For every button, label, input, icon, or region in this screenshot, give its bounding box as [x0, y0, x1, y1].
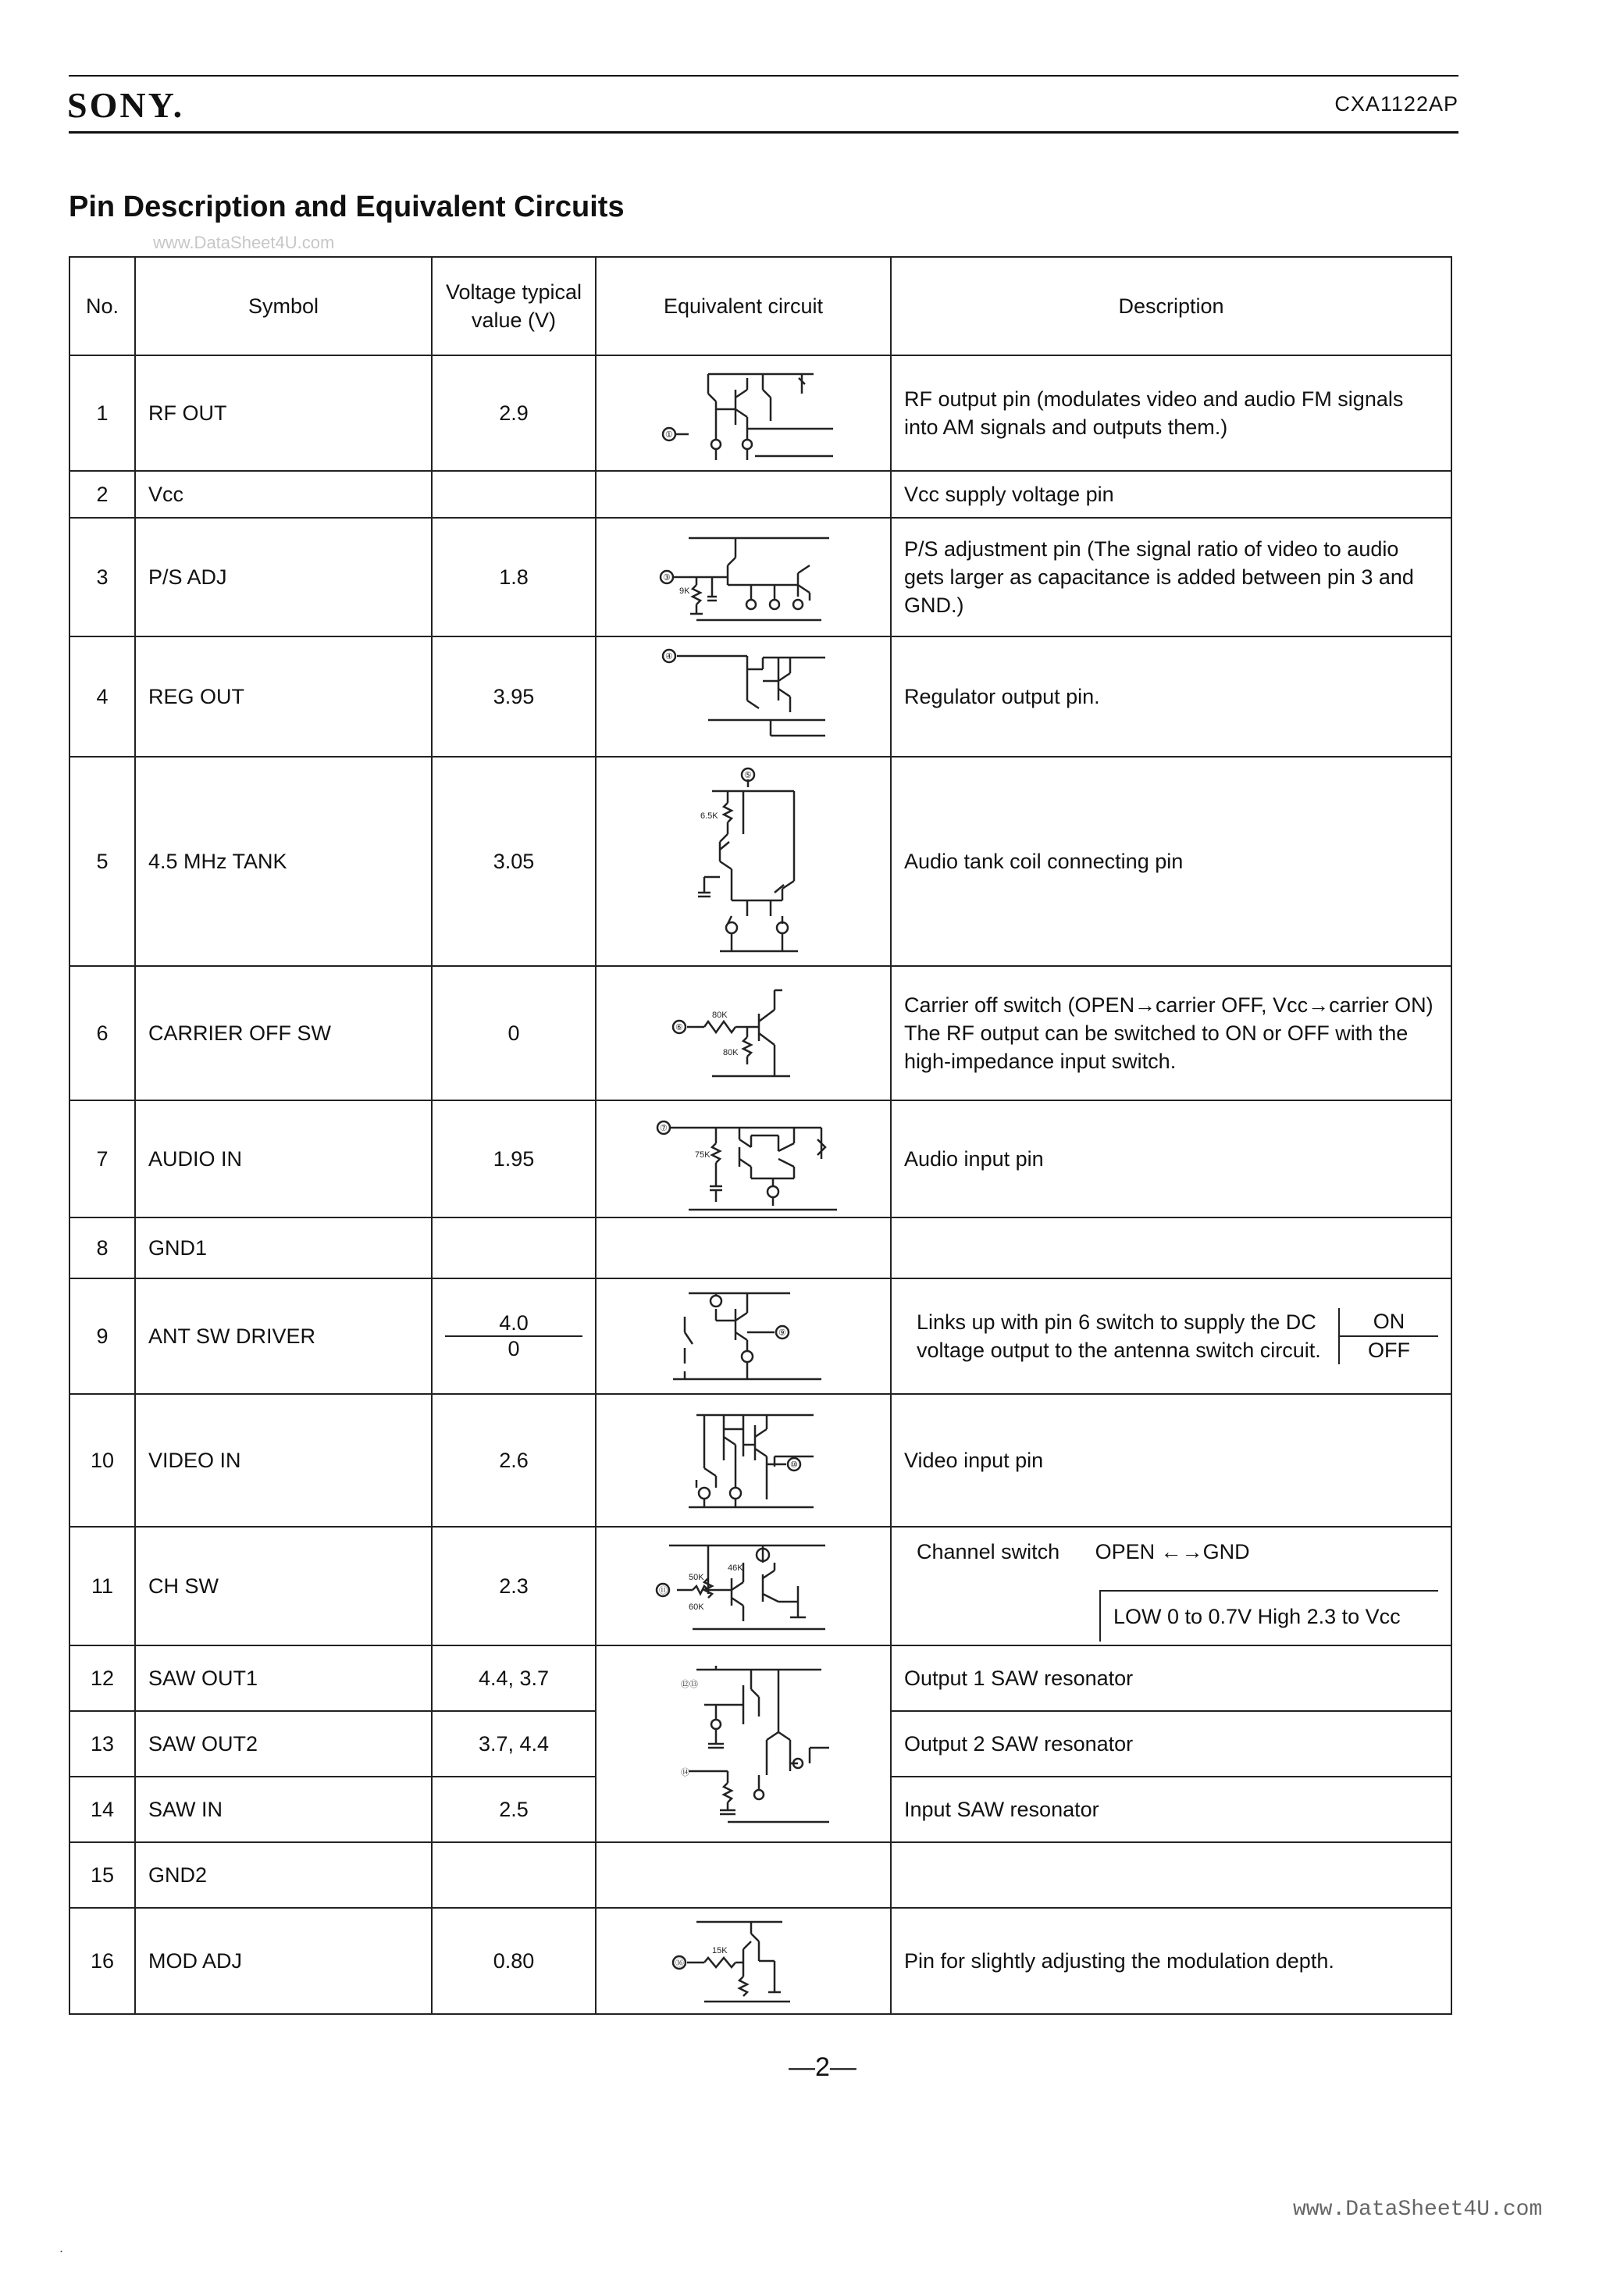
switch-states: OPEN ←→GND: [1095, 1540, 1250, 1563]
pin-description: Output 2 SAW resonator: [891, 1711, 1451, 1777]
circuit-label: ⑪: [659, 1586, 668, 1595]
pin-description: Vcc supply voltage pin: [891, 471, 1451, 518]
circuit-label: 80K: [723, 1048, 739, 1057]
pin-no: 2: [69, 471, 135, 518]
table-row: [69, 636, 1451, 757]
corner-mark: .: [59, 2240, 64, 2255]
pin-no: 14: [69, 1777, 135, 1842]
circuit-cell: [596, 1394, 891, 1527]
pin-voltage: 0: [432, 966, 596, 1100]
pin-no: 8: [69, 1217, 135, 1278]
pin-no: 12: [69, 1645, 135, 1711]
circuit-cell: [596, 355, 891, 471]
pin-symbol: MOD ADJ: [135, 1908, 432, 2014]
circuit-cell: [596, 1908, 891, 2014]
pin-description: [891, 1217, 1451, 1278]
pin-symbol: Vcc: [135, 471, 432, 518]
col-voltage: Voltage typical value (V): [432, 257, 596, 355]
pin-no: 6: [69, 966, 135, 1100]
circuit-cell: [596, 636, 891, 757]
pin-symbol: REG OUT: [135, 636, 432, 757]
page-title: Pin Description and Equivalent Circuits: [69, 191, 625, 223]
circuit-pin3-icon: [650, 526, 837, 628]
circuit-pin7-icon: [642, 1104, 845, 1214]
pin-voltage: [432, 1842, 596, 1908]
description-split-cell: [891, 1278, 1451, 1394]
col-no: No.: [69, 257, 135, 355]
pin-no: 7: [69, 1100, 135, 1217]
circuit-cell: [596, 966, 891, 1100]
col-symbol: Symbol: [135, 257, 432, 355]
pin-voltage: 1.8: [432, 518, 596, 636]
pin-description: Input SAW resonator: [891, 1777, 1451, 1842]
circuit-label: ⑥: [675, 1023, 683, 1032]
circuit-label: ⑫⑬: [681, 1680, 698, 1689]
table-row: [69, 1394, 1451, 1527]
part-number: CXA1122AP: [1334, 92, 1458, 116]
pin-voltage: 1.95: [432, 1100, 596, 1217]
circuit-label: ⑭: [681, 1768, 689, 1777]
pin-table: [69, 256, 1452, 2015]
pin-no: 13: [69, 1711, 135, 1777]
pin-description: Channel switch: [917, 1540, 1060, 1563]
pin-symbol: SAW OUT1: [135, 1645, 432, 1711]
circuit-cell: [596, 1842, 891, 1908]
voltage-on: 4.0: [499, 1311, 529, 1335]
pin-description: Carrier off switch (OPEN→carrier OFF, Vcc→carrier ON) The RF output can be switched to ON or OFF with the high-impedance input switch.: [891, 966, 1451, 1100]
circuit-label: 75K: [695, 1150, 710, 1160]
circuit-label: 15K: [712, 1946, 728, 1955]
circuit-cell: [596, 1278, 891, 1394]
pin-symbol: VIDEO IN: [135, 1394, 432, 1527]
brand-logo: SONY.: [67, 85, 185, 125]
circuit-label: ③: [663, 573, 671, 583]
table-row: [69, 471, 1451, 518]
circuit-label: ⑤: [744, 771, 752, 780]
state-off: OFF: [1340, 1335, 1438, 1364]
circuit-cell: [596, 471, 891, 518]
page-number: —2—: [789, 2052, 857, 2082]
table-row: [69, 1217, 1451, 1278]
circuit-label: 60K: [689, 1602, 704, 1612]
col-description: Description: [891, 257, 1451, 355]
pin-no: 4: [69, 636, 135, 757]
pin-description: [891, 1842, 1451, 1908]
table-row: [69, 1645, 1451, 1711]
table-header-row: [69, 257, 1451, 355]
circuit-pin12-14-icon: [642, 1654, 845, 1834]
pin-voltage: [432, 1217, 596, 1278]
circuit-cell: [596, 757, 891, 966]
circuit-label: 6.5K: [700, 811, 718, 821]
pin-voltage: 4.4, 3.7: [432, 1645, 596, 1711]
pin-voltage: 3.95: [432, 636, 596, 757]
pin-voltage: 2.3: [432, 1527, 596, 1645]
pin-symbol: ANT SW DRIVER: [135, 1278, 432, 1394]
table-row: [69, 1278, 1451, 1394]
pin-symbol: P/S ADJ: [135, 518, 432, 636]
circuit-label: ⑦: [660, 1124, 668, 1133]
voltage-off: 0: [445, 1335, 582, 1361]
pin-voltage: 2.6: [432, 1394, 596, 1527]
circuit-pin16-icon: [657, 1914, 829, 2008]
pin-no: 3: [69, 518, 135, 636]
pin-description: Audio tank coil connecting pin: [891, 757, 1451, 966]
pin-symbol: CARRIER OFF SW: [135, 966, 432, 1100]
circuit-label: 9K: [679, 586, 690, 596]
table-row: [69, 1908, 1451, 2014]
table-row: [69, 1100, 1451, 1217]
pin-description: Audio input pin: [891, 1100, 1451, 1217]
circuit-cell: [596, 1100, 891, 1217]
pin-description: Video input pin: [891, 1394, 1451, 1527]
pin-voltage: 0.80: [432, 1908, 596, 2014]
circuit-label: ①: [665, 430, 673, 440]
pin-description: Pin for slightly adjusting the modulation depth.: [891, 1908, 1451, 2014]
table-row: [69, 518, 1451, 636]
pin-no: 15: [69, 1842, 135, 1908]
circuit-label: ⑩: [790, 1460, 798, 1470]
header-rule-top: [69, 75, 1458, 77]
pin-voltage: [432, 471, 596, 518]
table-row: [69, 1527, 1451, 1645]
pin-symbol: AUDIO IN: [135, 1100, 432, 1217]
pin-symbol: 4.5 MHz TANK: [135, 757, 432, 966]
circuit-label: 80K: [712, 1011, 728, 1020]
pin-description: Links up with pin 6 switch to supply the DC voltage output to the antenna switch circuit.: [917, 1310, 1321, 1362]
circuit-cell: [596, 518, 891, 636]
header-rule-bottom: [69, 131, 1458, 134]
pin-description: Output 1 SAW resonator: [891, 1645, 1451, 1711]
pin-symbol: GND2: [135, 1842, 432, 1908]
pin-no: 5: [69, 757, 135, 966]
pin-symbol: SAW IN: [135, 1777, 432, 1842]
circuit-cell: [596, 1645, 891, 1842]
circuit-pin10-icon: [657, 1406, 829, 1515]
pin-voltage: 2.9: [432, 355, 596, 471]
switch-levels: LOW 0 to 0.7V High 2.3 to Vcc: [1099, 1590, 1438, 1642]
pin-symbol: SAW OUT2: [135, 1711, 432, 1777]
circuit-label: 50K: [689, 1573, 704, 1582]
circuit-label: 46K: [728, 1563, 743, 1573]
table-row: [69, 966, 1451, 1100]
circuit-label: ④: [665, 652, 673, 661]
pin-symbol: RF OUT: [135, 355, 432, 471]
table-row: [69, 757, 1451, 966]
table-row: [69, 1842, 1451, 1908]
circuit-pin4-icon: [654, 642, 833, 751]
pin-no: 1: [69, 355, 135, 471]
pin-voltage: 2.5: [432, 1777, 596, 1842]
circuit-cell: [596, 1217, 891, 1278]
circuit-pin6-icon: [657, 979, 829, 1088]
circuit-pin9-icon: [657, 1285, 829, 1387]
voltage-split-cell: [432, 1278, 596, 1394]
pin-no: 9: [69, 1278, 135, 1394]
watermark-bottom: www.DataSheet4U.com: [1293, 2198, 1543, 2222]
pin-no: 16: [69, 1908, 135, 2014]
pin-symbol: GND1: [135, 1217, 432, 1278]
col-circuit: Equivalent circuit: [596, 257, 891, 355]
watermark-top: www.DataSheet4U.com: [153, 233, 335, 252]
circuit-pin1-icon: [654, 362, 833, 464]
circuit-label: ⑨: [778, 1328, 786, 1338]
pin-description: P/S adjustment pin (The signal ratio of video to audio gets larger as capacitance is added between pin 3 and GND.): [891, 518, 1451, 636]
pin-no: 11: [69, 1527, 135, 1645]
state-on: ON: [1373, 1310, 1405, 1333]
table-row: [69, 355, 1451, 471]
circuit-label: ⑯: [675, 1959, 684, 1968]
description-split-cell: [891, 1527, 1451, 1645]
pin-voltage: 3.7, 4.4: [432, 1711, 596, 1777]
circuit-pin11-icon: [646, 1531, 841, 1641]
circuit-pin5-icon: [657, 764, 829, 959]
pin-no: 10: [69, 1394, 135, 1527]
pin-symbol: CH SW: [135, 1527, 432, 1645]
pin-description: Regulator output pin.: [891, 636, 1451, 757]
pin-description: RF output pin (modulates video and audio FM signals into AM signals and outputs them.): [891, 355, 1451, 471]
pin-voltage: 3.05: [432, 757, 596, 966]
circuit-cell: [596, 1527, 891, 1645]
